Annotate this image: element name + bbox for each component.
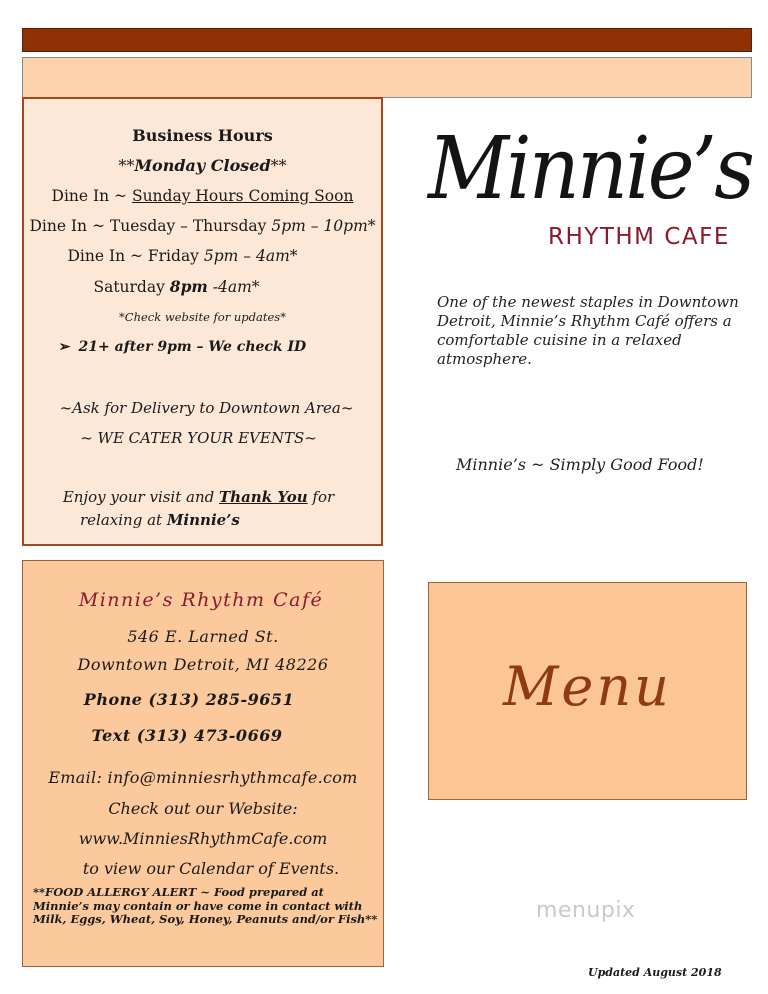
age-note-line: ➢ 21+ after 9pm – We check ID	[58, 339, 307, 355]
slogan-text: Minnie’s ~ Simply Good Food!	[456, 455, 704, 474]
hours-title: Business Hours	[132, 126, 273, 145]
cafe-name: Minnie’s Rhythm Café	[78, 589, 324, 611]
phone-number: Phone (313) 285-9651	[83, 690, 295, 709]
menu-title: Menu	[503, 655, 672, 718]
catering-note: ~ WE CATER YOUR EVENTS~	[80, 429, 317, 447]
text-number: Text (313) 473-0669	[91, 726, 283, 745]
tagline-paragraph: One of the newest staples in Downtown Detroit, Minnie’s Rhythm Café offers a comfortable cuisine in a relaxed atmosphere.	[437, 293, 739, 368]
business-hours-box	[22, 97, 383, 546]
contact-info-box	[22, 560, 384, 967]
website-url: www.MinniesRhythmCafe.com	[78, 829, 328, 848]
tue-thu-hours-line: Dine In ~ Tuesday – Thursday 5pm – 10pm*	[29, 217, 376, 235]
food-allergy-alert: **FOOD ALLERGY ALERT ~ Food prepared at Minnie’s may contain or have come in contact with Milk, Eggs, Wheat, Soy, Honey, Peanuts and/or Fish**	[33, 885, 378, 926]
logo-subtitle: RHYTHM CAFE	[548, 224, 730, 250]
enjoy-visit-line: Enjoy your visit and Thank You for	[62, 488, 335, 506]
website-label: Check out our Website:	[108, 799, 298, 818]
friday-hours-line: Dine In ~ Friday 5pm – 4am*	[67, 247, 298, 265]
sub-banner-bar	[22, 57, 752, 98]
watermark-text: menupix	[536, 898, 636, 923]
delivery-note: ~Ask for Delivery to Downtown Area~	[59, 399, 354, 417]
calendar-note: to view our Calendar of Events.	[82, 859, 340, 878]
updated-date: Updated August 2018	[588, 966, 722, 979]
saturday-hours-line: Saturday 8pm -4am*	[93, 277, 260, 296]
arrow-bullet-icon: ➢	[58, 339, 71, 355]
check-website-note: *Check website for updates*	[119, 310, 286, 324]
address-line-2: Downtown Detroit, MI 48226	[77, 655, 329, 674]
email-address: Email: info@minniesrhythmcafe.com	[48, 768, 358, 787]
address-line-1: 546 E. Larned St.	[127, 627, 279, 646]
relaxing-line: relaxing at Minnie’s	[80, 511, 240, 529]
monday-closed-line: **Monday Closed**	[118, 156, 287, 175]
logo-script-text: Minnie’s	[428, 119, 753, 219]
sunday-hours-line: Dine In ~ Sunday Hours Coming Soon	[51, 187, 354, 205]
top-banner-bar	[22, 28, 752, 52]
